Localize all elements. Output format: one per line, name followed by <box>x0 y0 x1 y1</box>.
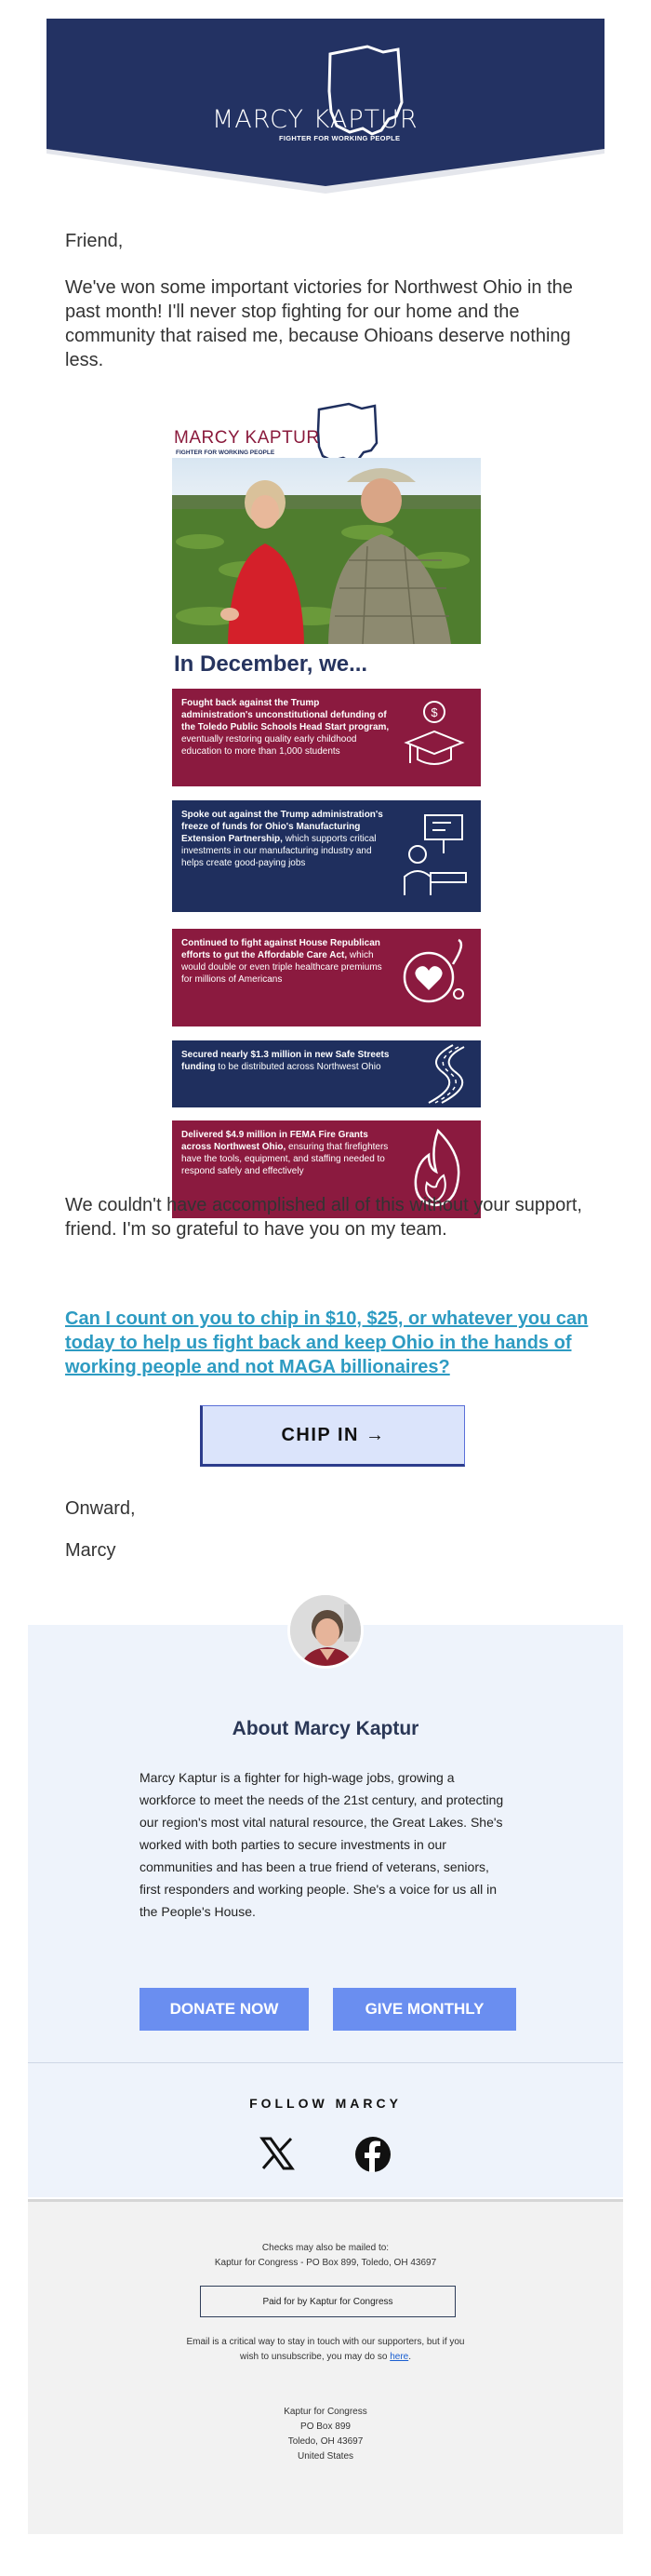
stethoscope-heart-icon <box>397 936 472 1015</box>
infographic-card <box>172 689 481 786</box>
closing: Onward, <box>65 1498 136 1519</box>
road-icon <box>406 1043 472 1105</box>
about-title: About Marcy Kaptur <box>232 1718 419 1739</box>
avatar <box>287 1592 364 1669</box>
infographic-logo-name: MARCY KAPTUR <box>174 428 320 448</box>
mailing-info <box>28 2241 623 2271</box>
mail-line-2: Kaptur for Congress - PO Box 899, Toledo, OH 43697 <box>214 2258 437 2268</box>
card-text: ensuring that firefighters have the tools, equipment, and staffing needed to respond safely and effectively <box>181 1142 389 1176</box>
facebook-icon[interactable] <box>355 2137 391 2172</box>
address-line: Toledo, OH 43697 <box>287 2436 364 2447</box>
card-bold: Secured nearly $1.3 million in new Safe Streets funding <box>181 1050 390 1072</box>
donate-link[interactable]: Can I count on you to chip in $10, $25, or whatever you can today to help us fight back and keep Ohio in the hands of working people and not MAGA billionaires? <box>65 1308 589 1377</box>
chip-in-button[interactable]: CHIP IN → <box>200 1405 465 1467</box>
header-banner <box>46 19 604 195</box>
unsubscribe-text: Email is a critical way to stay in touch with our supporters, but if you wish to unsubscribe, you may do so here. <box>186 2337 465 2362</box>
paid-for-box: Paid for by Kaptur for Congress <box>200 2286 456 2317</box>
greeting: Friend, <box>65 231 124 251</box>
address-line: PO Box 899 <box>300 2422 351 2432</box>
factory-worker-icon <box>397 812 472 900</box>
follow-heading: FOLLOW MARCY <box>249 2096 402 2111</box>
unsubscribe-link[interactable]: here <box>390 2352 409 2362</box>
x-twitter-icon[interactable] <box>259 2135 296 2172</box>
about-bio: Marcy Kaptur is a fighter for high-wage jobs, growing a workforce to meet the needs of the 21st century, and protecting our region's most vital natural resource, the Great Lakes. She's worked with both parties to secure investments in our communities and has been a true friend of veterans, seniors, first responders and working people. She's a voice for us all in the People's House. <box>140 1770 504 1919</box>
footer-address <box>28 2405 623 2464</box>
intro-paragraph: We've won some important victories for Northwest Ohio in the past month! I'll never stop fighting for our home and the community that raised me, because Ohioans deserve nothing less. <box>65 277 573 370</box>
about-section <box>28 1625 623 2197</box>
give-monthly-button[interactable]: GIVE MONTHLY <box>333 1988 516 2031</box>
address-line: United States <box>297 2451 354 2462</box>
address-line: Kaptur for Congress <box>284 2407 367 2417</box>
infographic-card <box>172 800 481 912</box>
card-bold: Fought back against the Trump administration's unconstitutional defunding of the Toledo Public Schools Head Start program, <box>181 698 390 732</box>
card-bold: Continued to fight against House Republican efforts to gut the Affordable Care Act, <box>181 938 380 960</box>
svg-text:$: $ <box>431 705 438 719</box>
thanks-paragraph: We couldn't have accomplished all of this without your support, friend. I'm so grateful to have you on my team. <box>65 1195 582 1240</box>
header-tagline: FIGHTER FOR WORKING PEOPLE <box>279 134 401 142</box>
graduation-cap-icon <box>397 698 472 777</box>
infographic-heading: In December, we... <box>174 651 368 677</box>
signature: Marcy <box>65 1540 116 1561</box>
card-bold: Spoke out against the Trump administration's freeze of funds for Ohio's Manufacturing Extension Partnership, <box>181 810 383 844</box>
mail-line-1: Checks may also be mailed to: <box>261 2243 390 2253</box>
header-name: MARCY KAPTUR <box>212 105 418 134</box>
email-notice: Email is a critical way to stay in touch with our supporters, but if you wish to unsubscribe, you may do so <box>186 2337 465 2362</box>
card-text: which supports critical investments in our manufacturing industry and helps create good-paying jobs <box>181 834 377 868</box>
field-photo <box>172 458 481 644</box>
card-bold: Delivered $4.9 million in FEMA Fire Grants across Northwest Ohio, <box>181 1130 368 1152</box>
card-text: which would double or even triple healthcare premiums for millions of Americans <box>181 950 382 985</box>
card-text: to be distributed across Northwest Ohio <box>215 1062 381 1072</box>
infographic-card <box>172 1040 481 1107</box>
infographic-logo-tagline: FIGHTER FOR WORKING PEOPLE <box>176 449 275 456</box>
donate-now-button[interactable]: DONATE NOW <box>140 1988 309 2031</box>
footer <box>28 2199 623 2534</box>
card-text: eventually restoring quality early childhood education to more than 1,000 students <box>181 734 357 757</box>
infographic <box>172 398 481 1185</box>
infographic-card <box>172 929 481 1026</box>
divider <box>28 2062 623 2063</box>
